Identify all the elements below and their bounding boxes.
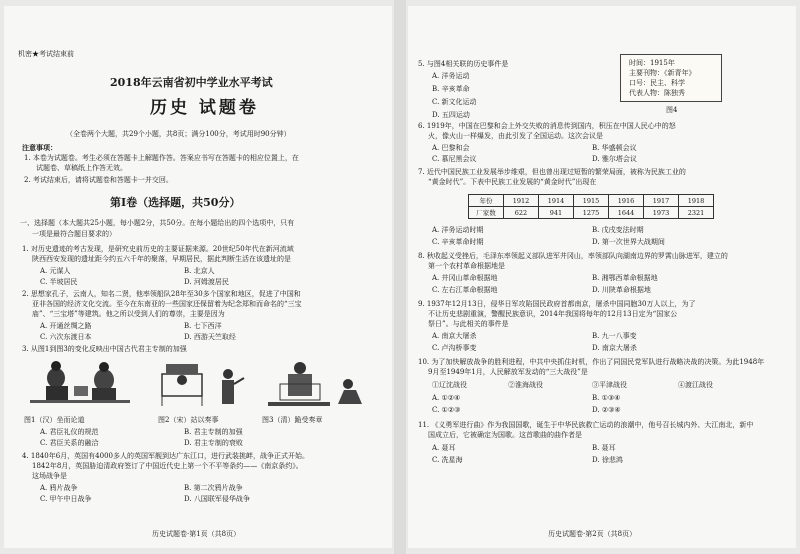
option: A. 井冈山革命根据地: [432, 274, 498, 282]
table-cell: 厂家数: [469, 207, 504, 219]
table-cell: 1917: [644, 195, 679, 207]
option: C. 左右江革命根据地: [432, 286, 498, 294]
option: B. 九一八事变: [592, 332, 637, 340]
question-9: 9. 1937年12月13日，侵华日军攻陷国民政府首都南京，屠杀中国同胞30万人以上，为了: [418, 300, 696, 308]
option: C. 新文化运动: [432, 98, 477, 106]
scroll-line: 主要刊物：《新青年》: [629, 69, 696, 77]
exam-page-1: [4, 6, 392, 548]
list-item: ③平津战役: [592, 381, 627, 389]
section-intro: 一项是最符合题目要求的）: [32, 230, 116, 238]
question-9: 祭日”。与此相关的事件是: [428, 320, 509, 328]
option: C. 慕尼黑会议: [432, 155, 477, 163]
section-title: 第Ⅰ卷（选择题，共50分）: [110, 196, 241, 209]
option: C. 冼星海: [432, 456, 463, 464]
page-gutter: [394, 0, 406, 554]
option: A. 鸦片战争: [40, 484, 78, 492]
figure-2-illustration: [152, 356, 252, 412]
option: C. 辛亥革命时期: [432, 238, 484, 246]
option: B. 七下西洋: [184, 322, 222, 330]
section-intro: 一、选择题（本大题共25小题，每小题2分，共50分。在每小题给出的四个选项中，只有: [20, 219, 295, 227]
table-cell: 1914: [539, 195, 574, 207]
table-cell: 1275: [574, 207, 609, 219]
question-6: 6. 1919年，中国在巴黎和会上外交失败的消息传到国内，积压在中国人民心中的怒: [418, 122, 676, 130]
option: A. 开通丝绸之路: [40, 322, 92, 330]
option: D. 西游天竺取经: [184, 333, 236, 341]
option: B. 君主专制的加强: [184, 428, 243, 436]
figure-caption: 图1（汉）坐而论道: [24, 416, 85, 424]
option: C. ①②③: [432, 406, 461, 414]
question-9: 不让历史悲剧重演，警醒民族意识，2014年我国将每年的12月13日定为“国家公: [428, 310, 678, 318]
question-8: 第一个农村革命根据地是: [428, 262, 505, 270]
question-3: 3. 从图1到图3的变化反映出中国古代君主专制的加强: [22, 345, 187, 353]
confidential-mark: 机密★考试结束前: [18, 50, 74, 58]
figure-caption: 图4: [666, 106, 678, 114]
option: D. 雅尔塔会议: [592, 155, 637, 163]
option: B. 戊戌变法时期: [592, 226, 644, 234]
option: A. 聂耳: [432, 444, 456, 452]
question-4: 1842年8月，英国胁迫清政府签订了中国近代史上第一个不平等条约——《南京条约》。: [32, 462, 303, 470]
scroll-line: 代表人物：陈独秀: [629, 89, 685, 97]
option: B. 北京人: [184, 267, 215, 275]
question-2: 2. 思想家孔子，云南人，知名二贤，他率领船队28年至30多个国家和地区，促进了中国和: [22, 290, 301, 298]
option: D. 八国联军侵华战争: [184, 495, 250, 503]
option: C. 六次东渡日本: [40, 333, 92, 341]
table-row: [469, 195, 714, 207]
option: D. 五四运动: [432, 111, 470, 119]
notice-line: 试题卷、草稿纸上作答无效。: [36, 164, 127, 172]
table-cell: 941: [539, 207, 574, 219]
question-10: 9月至1949年1月，人民解放军发动的“三大战役”是: [428, 368, 588, 376]
option: C. 半坡居民: [40, 278, 78, 286]
option: B. ①③④: [592, 394, 621, 402]
figure-caption: 图2（宋）站以奏事: [158, 416, 219, 424]
question-11: 国成立后，它被确定为国歌。这首歌曲的曲作者是: [428, 431, 582, 439]
question-1: 1. 对历史遗迹的考古发现，是研究史前历史的主要证据来源。20世纪50年代在新河流域: [22, 245, 294, 253]
table-cell: 1916: [609, 195, 644, 207]
option: A. 南京大屠杀: [432, 332, 477, 340]
option: C. 君臣关系的融洽: [40, 439, 99, 447]
exam-page-2: [408, 6, 796, 548]
paper-title: 历史 试题卷: [150, 98, 259, 118]
option: D. ②③④: [592, 406, 621, 414]
option: B. 华盛顿会议: [592, 144, 637, 152]
table-cell: 1912: [504, 195, 539, 207]
question-7: “黄金时代”。下表中民族工业发展的“黄金时代”出现在: [428, 178, 597, 186]
figure-1-illustration: [26, 356, 136, 412]
option: D. 南京大屠杀: [592, 344, 637, 352]
table-cell: 622: [504, 207, 539, 219]
page-footer: 历史试题卷·第2页（共8页）: [548, 530, 637, 538]
figure-3-illustration: [264, 356, 374, 412]
option: A. ①②④: [432, 394, 461, 402]
figure-caption: 图3（清）跪受奏章: [262, 416, 323, 424]
table-row: [469, 207, 714, 219]
question-1: 陕西西安发现的遗址距今约五六千年的聚落，早期居民，据此判断生活在该遗址的是: [32, 255, 291, 263]
table-cell: 年份: [469, 195, 504, 207]
option: C. 卢沟桥事变: [432, 344, 477, 352]
exam-title: 2018年云南省初中学业水平考试: [110, 76, 273, 89]
list-item: ④渡江战役: [678, 381, 713, 389]
scroll-line: 口号：民主、科学: [629, 79, 685, 87]
option: D. 徐悲鸿: [592, 456, 623, 464]
question-10: 10. 为了加快解放战争的胜利进程，中共中央抓住时机，作出了同国民党军队进行战略决战的决策。为此1948年: [418, 358, 765, 366]
question-4: 这场战争是: [32, 472, 67, 480]
option: B. 湘鄂西革命根据地: [592, 274, 658, 282]
figure-4-scroll: [620, 54, 722, 102]
option: B. 辛亥革命: [432, 85, 470, 93]
question-11: 11. 《义勇军进行曲》作为我国国歌，诞生于中华民族救亡运动的浪潮中，他号召长城内外、大江南北，新中: [418, 421, 754, 429]
option: A. 洋务运动时期: [432, 226, 484, 234]
notice-line: 2. 考试结束后，请将试题卷和答题卡一并交回。: [24, 176, 173, 184]
option: D. 川陕革命根据地: [592, 286, 651, 294]
option: A. 君臣礼仪的规范: [40, 428, 99, 436]
question-6: 火，像火山一样爆发，由此引发了全国运动。这次会议是: [428, 132, 603, 140]
question-5: 5. 与图4相关联的历史事件是: [418, 60, 509, 68]
table-cell: 1918: [679, 195, 714, 207]
option: B. 第二次鸦片战争: [184, 484, 243, 492]
option: C. 甲午中日战争: [40, 495, 92, 503]
table-cell: 1973: [644, 207, 679, 219]
table-cell: 2321: [679, 207, 714, 219]
question-2: 庙”、“三宝塔”等建筑。他之所以受到人们的尊崇，主要是因为: [32, 310, 225, 318]
list-item: ①辽沈战役: [432, 381, 467, 389]
option: A. 洋务运动: [432, 72, 470, 80]
page-footer: 历史试题卷·第1页（共8页）: [152, 530, 241, 538]
question-8: 8. 秋收起义受挫后，毛泽东率领起义部队进军井冈山，率领部队向湖南边界的罗霄山脉进军，建立的: [418, 252, 728, 260]
question-2: 亚非各国的经济文化交流。至今在东南亚的一些国家还保留着为纪念郑和而命名的“三宝: [32, 300, 302, 308]
list-item: ②淮海战役: [508, 381, 543, 389]
industry-table: [468, 194, 714, 219]
question-7: 7. 近代中国民族工业发展举步维艰，但也曾出现过短暂的繁荣局面，被称为民族工业的: [418, 168, 686, 176]
option: A. 巴黎和会: [432, 144, 470, 152]
scroll-line: 时间：1915年: [629, 59, 675, 67]
notice-title: 注意事项：: [22, 143, 57, 152]
option: D. 河姆渡居民: [184, 278, 229, 286]
option: B. 聂耳: [592, 444, 616, 452]
option: D. 第一次世界大战期间: [592, 238, 665, 246]
exam-info: （全卷两个大题，共29个小题，共8页；满分100分，考试用时90分钟）: [66, 130, 291, 138]
option: A. 元谋人: [40, 267, 71, 275]
option: D. 君主专制的衰败: [184, 439, 243, 447]
table-cell: 1644: [609, 207, 644, 219]
table-cell: 1915: [574, 195, 609, 207]
notice-line: 1. 本卷为试题卷。考生必须在答题卡上解题作答。答案应书写在答题卡的相应位置上，在: [24, 154, 299, 162]
question-4: 4. 1840年6月，英国有4000多人的英国军舰到达广东江口，进行武装挑衅，战争正式开始。: [22, 452, 309, 460]
